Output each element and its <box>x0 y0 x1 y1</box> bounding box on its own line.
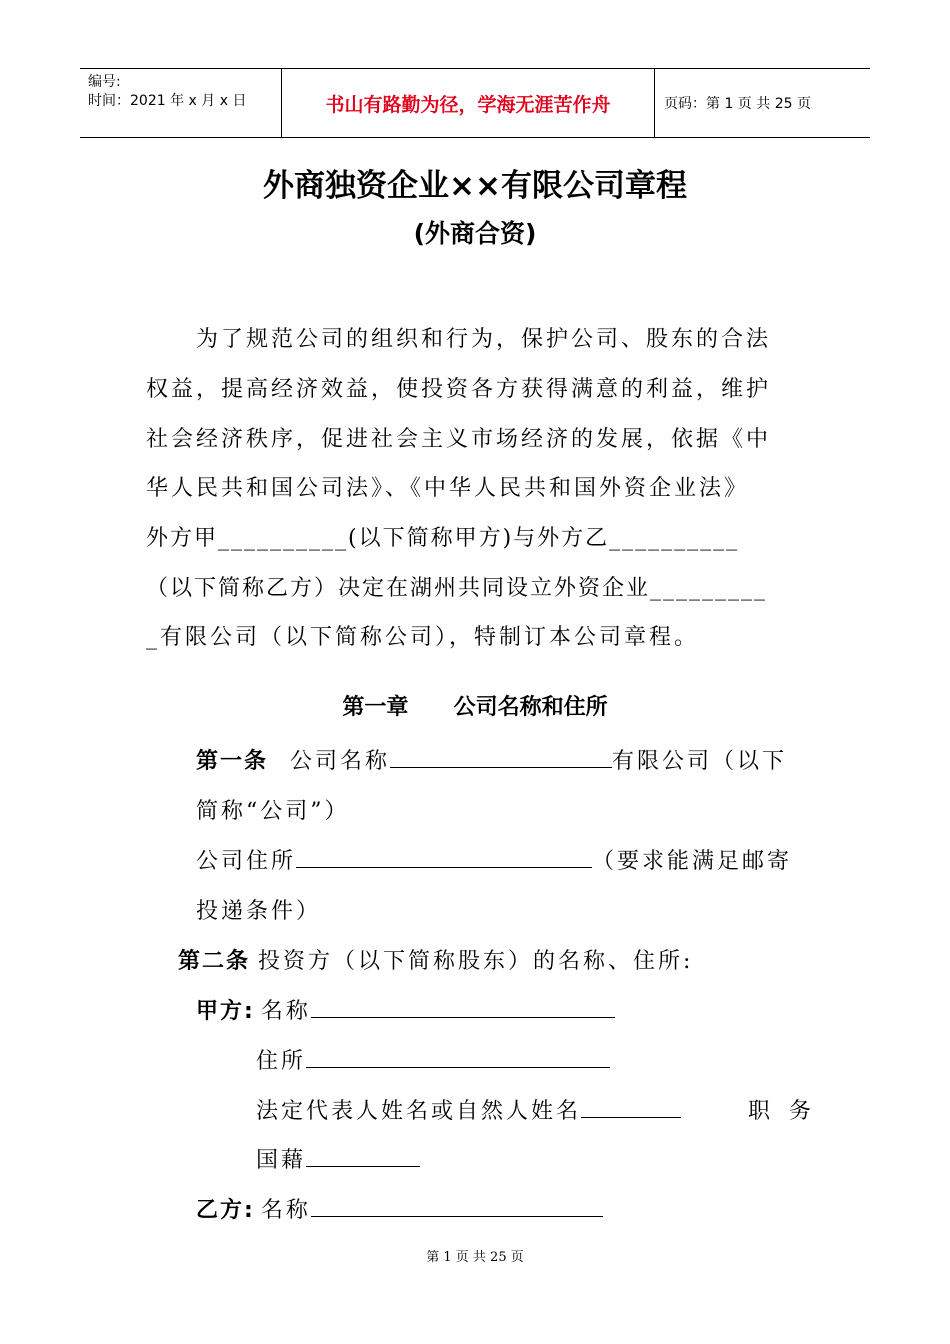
preamble-line: 权益，提高经济效益，使投资各方获得满意的利益，维护 <box>146 377 772 402</box>
page-footer: 第 1 页 共 25 页 <box>426 1250 524 1265</box>
page-header <box>80 68 870 138</box>
party-a-address-blank[interactable] <box>306 1066 610 1068</box>
company-name-blank[interactable] <box>390 766 612 768</box>
party-label: 乙方: <box>196 1198 255 1223</box>
preamble-line: （以下简称乙方）决定在湖州共同设立外资企业_________ <box>146 576 768 601</box>
party-label: 甲方: <box>196 999 255 1024</box>
party-a-rep-line <box>256 1094 681 1125</box>
field-label: 公司住所 <box>196 849 297 874</box>
preamble-line: 为了规范公司的组织和行为，保护公司、股东的合法 <box>196 327 772 352</box>
article-label: 第一条 <box>196 749 269 774</box>
party-a-name-blank[interactable] <box>311 1016 615 1018</box>
field-label: 法定代表人姓名或自然人姓名 <box>256 1099 582 1124</box>
chapter-number: 第一章 <box>342 695 409 720</box>
document-subtitle: (外商合资) <box>413 219 537 248</box>
field-label: 名称 <box>260 1198 311 1223</box>
preamble-line: _有限公司（以下简称公司），特制订本公司章程。 <box>146 625 700 650</box>
party-a-address-line <box>256 1044 610 1075</box>
field-label: 名称 <box>260 999 311 1024</box>
preamble-line: 华人民共和国公司法》、《中华人民共和国外资企业法》 <box>146 476 750 501</box>
article-1-name-cont: 简称“公司”） <box>196 799 350 824</box>
header-divider <box>654 69 655 137</box>
party-b-name-blank[interactable] <box>311 1215 603 1217</box>
serial-number-label: 编号: <box>88 74 121 90</box>
chapter-name: 公司名称和住所 <box>453 695 608 720</box>
field-label: 国藉 <box>256 1148 307 1173</box>
party-a-nationality-line <box>256 1143 420 1174</box>
date-label: 时间：2021 年 x 月 x 日 <box>88 93 247 109</box>
article-text: 投资方（以下简称股东）的名称、住所: <box>258 949 694 974</box>
field-suffix: （要求能满足邮寄 <box>592 849 793 874</box>
article-1-address-line <box>196 844 792 875</box>
article-1-name-line <box>196 744 787 775</box>
header-motto: 书山有路勤为径，学海无涯苦作舟 <box>325 93 611 116</box>
field-label: 住所 <box>256 1049 307 1074</box>
party-a-name-line <box>196 994 615 1025</box>
article-label: 第二条 <box>178 949 251 974</box>
party-a-nationality-blank[interactable] <box>306 1165 420 1167</box>
header-page-number: 页码：第 1 页 共 25 页 <box>664 96 811 112</box>
article-2-line <box>178 944 693 975</box>
preamble-line: 社会经济秩序，促进社会主义市场经济的发展，依据《中 <box>146 427 772 452</box>
preamble-line: 外方甲__________(以下简称甲方)与外方乙__________ <box>146 526 740 551</box>
chapter-heading <box>0 690 950 721</box>
field-suffix: 有限公司（以下 <box>612 749 788 774</box>
article-1-address-cont: 投递条件） <box>196 899 322 924</box>
header-meta <box>88 73 280 111</box>
party-b-name-line <box>196 1193 603 1224</box>
document-title: 外商独资企业××有限公司章程 <box>263 168 687 204</box>
party-a-position-label: 职 务 <box>748 1099 817 1124</box>
party-a-rep-blank[interactable] <box>581 1116 681 1118</box>
company-address-blank[interactable] <box>296 866 592 868</box>
field-label: 公司名称 <box>290 749 391 774</box>
